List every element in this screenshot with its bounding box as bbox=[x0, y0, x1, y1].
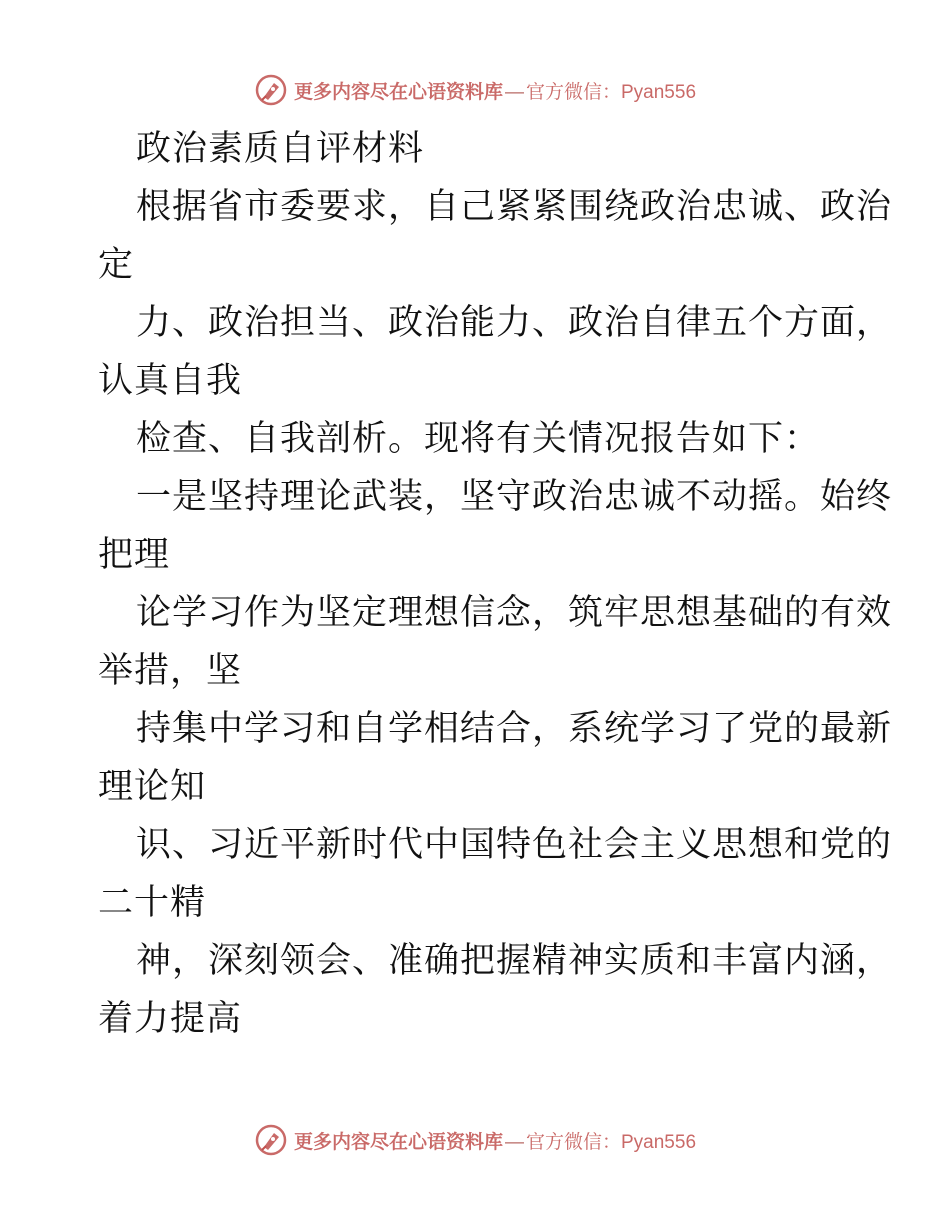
document-line: 一是坚持理论武装，坚守政治忠诚不动摇。始终 bbox=[136, 477, 893, 517]
document-body bbox=[98, 120, 893, 1048]
document-line: 神，深刻领会、准确把握精神实质和丰富内涵， bbox=[136, 941, 893, 981]
document-line: 识、习近平新时代中国特色社会主义思想和党的 bbox=[136, 825, 893, 865]
document-line: 二十精 bbox=[98, 883, 207, 923]
footer-banner bbox=[0, 1120, 950, 1160]
document-line: 举措，坚 bbox=[98, 651, 243, 691]
document-line: 论学习作为坚定理想信念，筑牢思想基础的有效 bbox=[136, 593, 893, 633]
footer-banner-wechat-label: 官方微信： bbox=[525, 1130, 621, 1153]
document-line: 持集中学习和自学相结合，系统学习了党的最新 bbox=[136, 709, 893, 749]
pen-nib-logo-icon bbox=[254, 73, 288, 107]
banner-wechat-id: Pyan556 bbox=[621, 81, 697, 103]
footer-banner-wechat-id: Pyan556 bbox=[621, 1131, 697, 1153]
document-line: 根据省市委要求，自己紧紧围绕政治忠诚、政治 bbox=[136, 187, 893, 227]
header-banner bbox=[0, 70, 950, 110]
banner-dash: — bbox=[504, 81, 524, 103]
document-title: 政治素质自评材料 bbox=[136, 129, 425, 169]
document-line: 把理 bbox=[98, 535, 171, 575]
document-line: 认真自我 bbox=[98, 361, 243, 401]
banner-wechat-label: 官方微信： bbox=[525, 80, 621, 103]
document-line: 着力提高 bbox=[98, 999, 243, 1039]
banner-brand: 更多内容尽在心语资料库 bbox=[293, 80, 503, 103]
pen-nib-logo-icon bbox=[254, 1123, 288, 1157]
document-line: 定 bbox=[98, 245, 135, 285]
document-line: 力、政治担当、政治能力、政治自律五个方面， bbox=[136, 303, 893, 343]
document-line: 检查、自我剖析。现将有关情况报告如下： bbox=[136, 419, 821, 459]
footer-banner-brand: 更多内容尽在心语资料库 bbox=[293, 1130, 503, 1153]
footer-banner-text bbox=[294, 1127, 696, 1154]
banner-text bbox=[294, 77, 696, 104]
footer-banner-dash: — bbox=[504, 1131, 524, 1153]
document-line: 理论知 bbox=[98, 767, 207, 807]
